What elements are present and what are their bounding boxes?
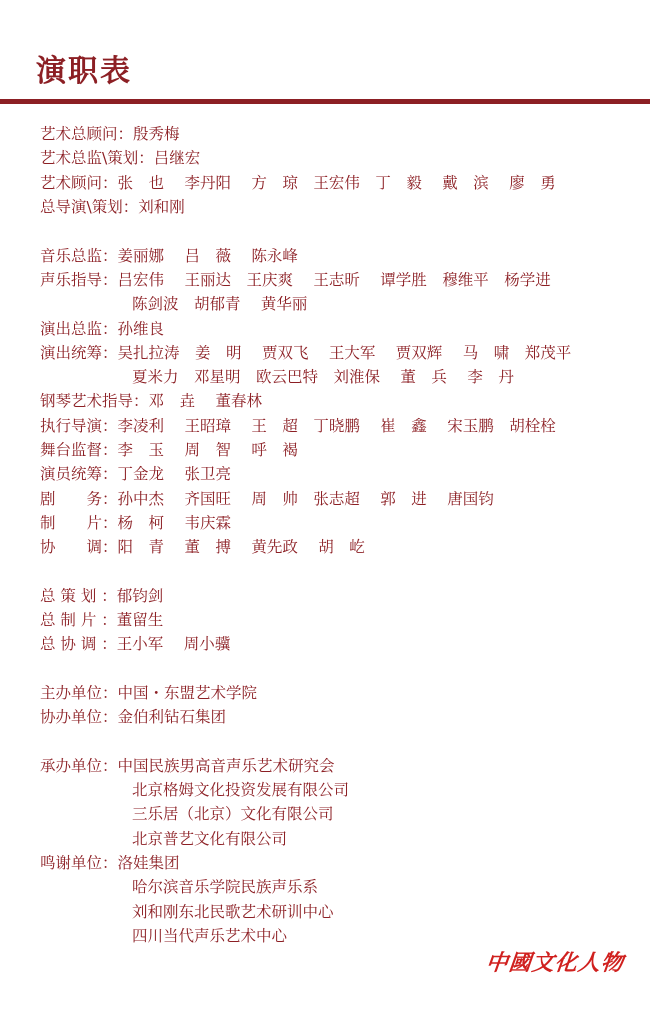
credit-role-label: 舞台监督：	[40, 441, 118, 459]
credit-names: 邓 垚 董春林	[148, 392, 262, 411]
credit-row	[40, 122, 640, 146]
credit-row	[40, 146, 640, 170]
credit-role-label: 鸣谢单位：	[40, 854, 118, 873]
credit-row	[40, 389, 640, 413]
credit-row	[40, 195, 640, 219]
credit-role-label: 演出统筹：	[40, 343, 118, 362]
credit-names: 董留生	[116, 611, 164, 630]
credit-row	[40, 414, 640, 438]
credit-names: 刘和刚东北民歌艺术研训中心	[132, 902, 334, 921]
credit-row	[40, 462, 640, 486]
credit-names: 孙中杰 齐国旺 周 帅 张志超 郭 进 唐国钧	[117, 489, 494, 508]
credit-row	[40, 292, 640, 316]
credit-row	[40, 681, 640, 705]
section-gap	[40, 729, 640, 753]
credit-role-label: 总导演\策划：	[40, 198, 139, 217]
credit-names: 丁金龙 张卫亮	[117, 465, 231, 484]
credit-names: 王小军 周小骥	[116, 635, 231, 654]
credit-names: 金伯利钻石集团	[117, 708, 227, 727]
page-title: 演职表	[36, 54, 132, 89]
credit-role-label: 钢琴艺术指导：	[40, 392, 149, 411]
credit-names: 孙维良	[117, 319, 165, 338]
credit-names: 吕继宏	[153, 149, 201, 168]
credit-row	[40, 243, 640, 267]
credit-names: 吕宏伟 王丽达 王庆爽 王志昕 谭学胜 穆维平 杨学进	[117, 270, 551, 289]
credit-role-label: 协办单位：	[40, 708, 118, 727]
credit-names: 李凌利 王昭璋 王 超 丁晓鹏 崔 鑫 宋玉鹏 胡栓栓	[117, 416, 556, 435]
credit-row	[40, 851, 640, 875]
credit-names: 三乐居（北京）文化有限公司	[132, 805, 334, 824]
credit-names: 北京格姆文化投资发展有限公司	[132, 781, 350, 800]
credit-row	[40, 584, 640, 608]
credit-role-label: 演员统筹：	[40, 465, 118, 484]
credit-role-label: 总 策 划 ：	[40, 586, 117, 605]
credit-row	[40, 875, 640, 899]
credit-row	[40, 486, 640, 510]
credit-row	[40, 268, 640, 292]
credit-row	[40, 316, 640, 340]
credit-names: 阳 青 董 搏 黄先政 胡 屹	[117, 538, 365, 557]
credit-row	[40, 778, 640, 802]
credit-row	[40, 924, 640, 948]
credit-role-label: 艺术总顾问：	[40, 125, 134, 144]
credit-role-label: 制 片：	[40, 513, 118, 532]
credit-names: 哈尔滨音乐学院民族声乐系	[132, 878, 319, 897]
credit-role-label: 总 协 调 ：	[40, 635, 117, 654]
credit-row	[40, 802, 640, 826]
credit-row	[40, 511, 640, 535]
credit-row	[40, 754, 640, 778]
title-divider	[0, 99, 650, 104]
section-gap	[40, 657, 640, 681]
credit-names: 郁钧剑	[116, 586, 164, 605]
brand-logo: 中國文化人物	[484, 950, 626, 976]
credit-role-label: 剧 务：	[40, 489, 118, 508]
credit-names: 吴扎拉涛 姜 明 贾双飞 王大军 贾双辉 马 啸 郑茂平	[117, 343, 572, 362]
credit-role-label: 艺术总监\策划：	[40, 149, 154, 168]
credit-row	[40, 341, 640, 365]
credit-row	[40, 535, 640, 559]
credit-names: 夏米力 邓星明 欧云巴特 刘淮保 董 兵 李 丹	[132, 368, 514, 387]
credit-role-label: 承办单位：	[40, 756, 118, 775]
credit-names: 李 玉 周 智 呼 褐	[117, 441, 298, 459]
credit-row	[40, 171, 640, 195]
credit-role-label: 主办单位：	[40, 683, 118, 702]
credits-list	[40, 122, 640, 948]
credit-role-label: 演出总监：	[40, 319, 118, 338]
credit-row	[40, 705, 640, 729]
credit-names: 中国・东盟艺术学院	[117, 683, 258, 702]
section-gap	[40, 559, 640, 583]
credit-names: 四川当代声乐艺术中心	[132, 926, 288, 945]
credit-role-label: 艺术顾问：	[40, 173, 118, 192]
credit-names: 刘和刚	[138, 198, 185, 217]
credit-row	[40, 827, 640, 851]
credit-role-label: 声乐指导：	[40, 270, 118, 289]
credit-row	[40, 900, 640, 924]
credit-role-label: 协 调：	[40, 538, 118, 557]
credit-names: 中国民族男高音声乐艺术研究会	[117, 756, 335, 775]
credit-names: 北京普艺文化有限公司	[132, 829, 288, 848]
credit-row	[40, 365, 640, 389]
section-gap	[40, 219, 640, 243]
credit-names: 姜丽娜 吕 薇 陈永峰	[117, 246, 298, 265]
credit-names: 杨 柯 韦庆霖	[117, 513, 231, 532]
credit-row	[40, 608, 640, 632]
credit-role-label: 执行导演：	[40, 416, 118, 435]
credit-names: 殷秀梅	[133, 125, 180, 144]
credit-names: 洛娃集团	[117, 854, 180, 873]
credit-row	[40, 632, 640, 656]
credit-names: 张 也 李丹阳 方 琼 王宏伟 丁 毅 戴 滨 廖 勇	[117, 173, 556, 192]
credit-role-label: 总 制 片 ：	[40, 611, 117, 630]
credit-row	[40, 438, 640, 462]
credit-names: 陈剑波 胡郁青 黄华丽	[132, 295, 308, 314]
credit-role-label: 音乐总监：	[40, 246, 118, 265]
